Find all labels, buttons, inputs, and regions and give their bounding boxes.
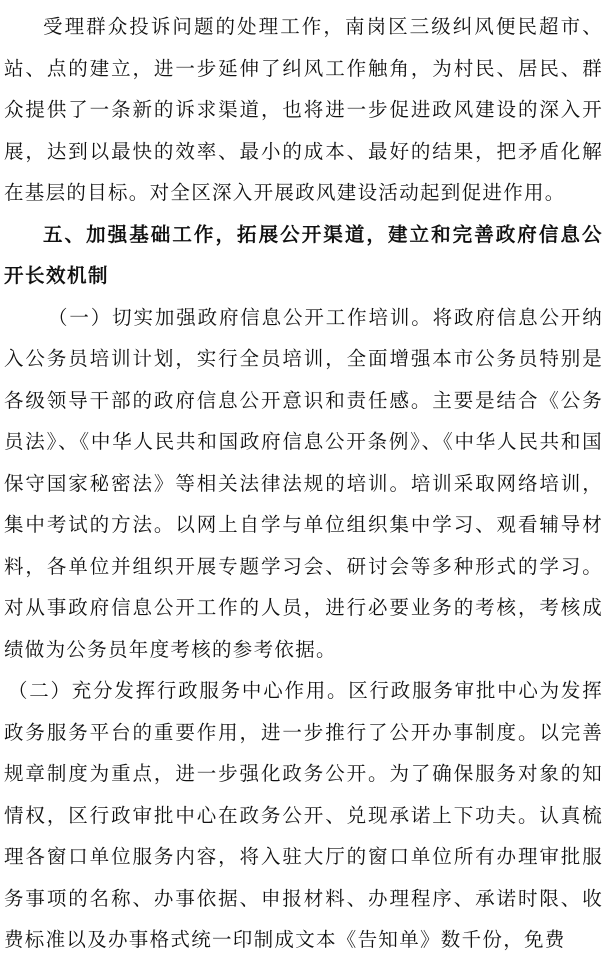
subsection-service-center-paragraph	[4, 670, 603, 961]
subsection-training-lead: （一）切实加强政府信息公开工作培训。	[48, 305, 433, 329]
paragraph-complaint-handling: 受理群众投诉问题的处理工作，南岗区三级纠风便民超市、站、点的建立，进一步延伸了纠风工作触角，为村民、居民、群众提供了一条新的诉求渠道，也将进一步促进政风建设的深入开展，达到以最快的效率、最小的成本、最好的结果，把矛盾化解在基层的目标。对全区深入开展政风建设活动起到促进作用。	[4, 15, 603, 204]
subsection-service-center-lead: （二）充分发挥行政服务中心作用。	[8, 679, 349, 702]
subsection-training-body: 将政府信息公开纳入公务员培训计划，实行全员培训，全面增强本市公务员特别是各级领导干部的政府信息公开意识和责任感。主要是结合《公务员法》、《中华人民共和国政府信息公开条例》、《中华人民共和国保守国家秘密法》等相关法律法规的培训。培训采取网络培训，集中考试的方法。以网上自学与单位组织集中学习、观看辅导材料，各单位并组织开展专题学习会、研讨会等多种形式的学习。对从事政府信息公开工作的人员，进行必要业务的考核，考核成绩做为公务员年度考核的参考依据。	[4, 305, 603, 661]
subsection-training-paragraph	[4, 297, 603, 671]
subsection-service-center-body: 区行政服务审批中心为发挥政务服务平台的重要作用，进一步推行了公开办事制度。以完善规章制度为重点，进一步强化政务公开。为了确保服务对象的知情权，区行政审批中心在政务公开、兑现承诺上下功夫。认真梳理各窗口单位服务内容，将入驻大厅的窗口单位所有办理审批服务事项的名称、办事依据、申报材料、办理程序、承诺时限、收费标准以及办事格式统一印制成文本《告知单》数千份，免费	[4, 679, 603, 951]
section-heading-five: 五、加强基础工作，拓展公开渠道，建立和完善政府信息公开长效机制	[4, 222, 603, 287]
